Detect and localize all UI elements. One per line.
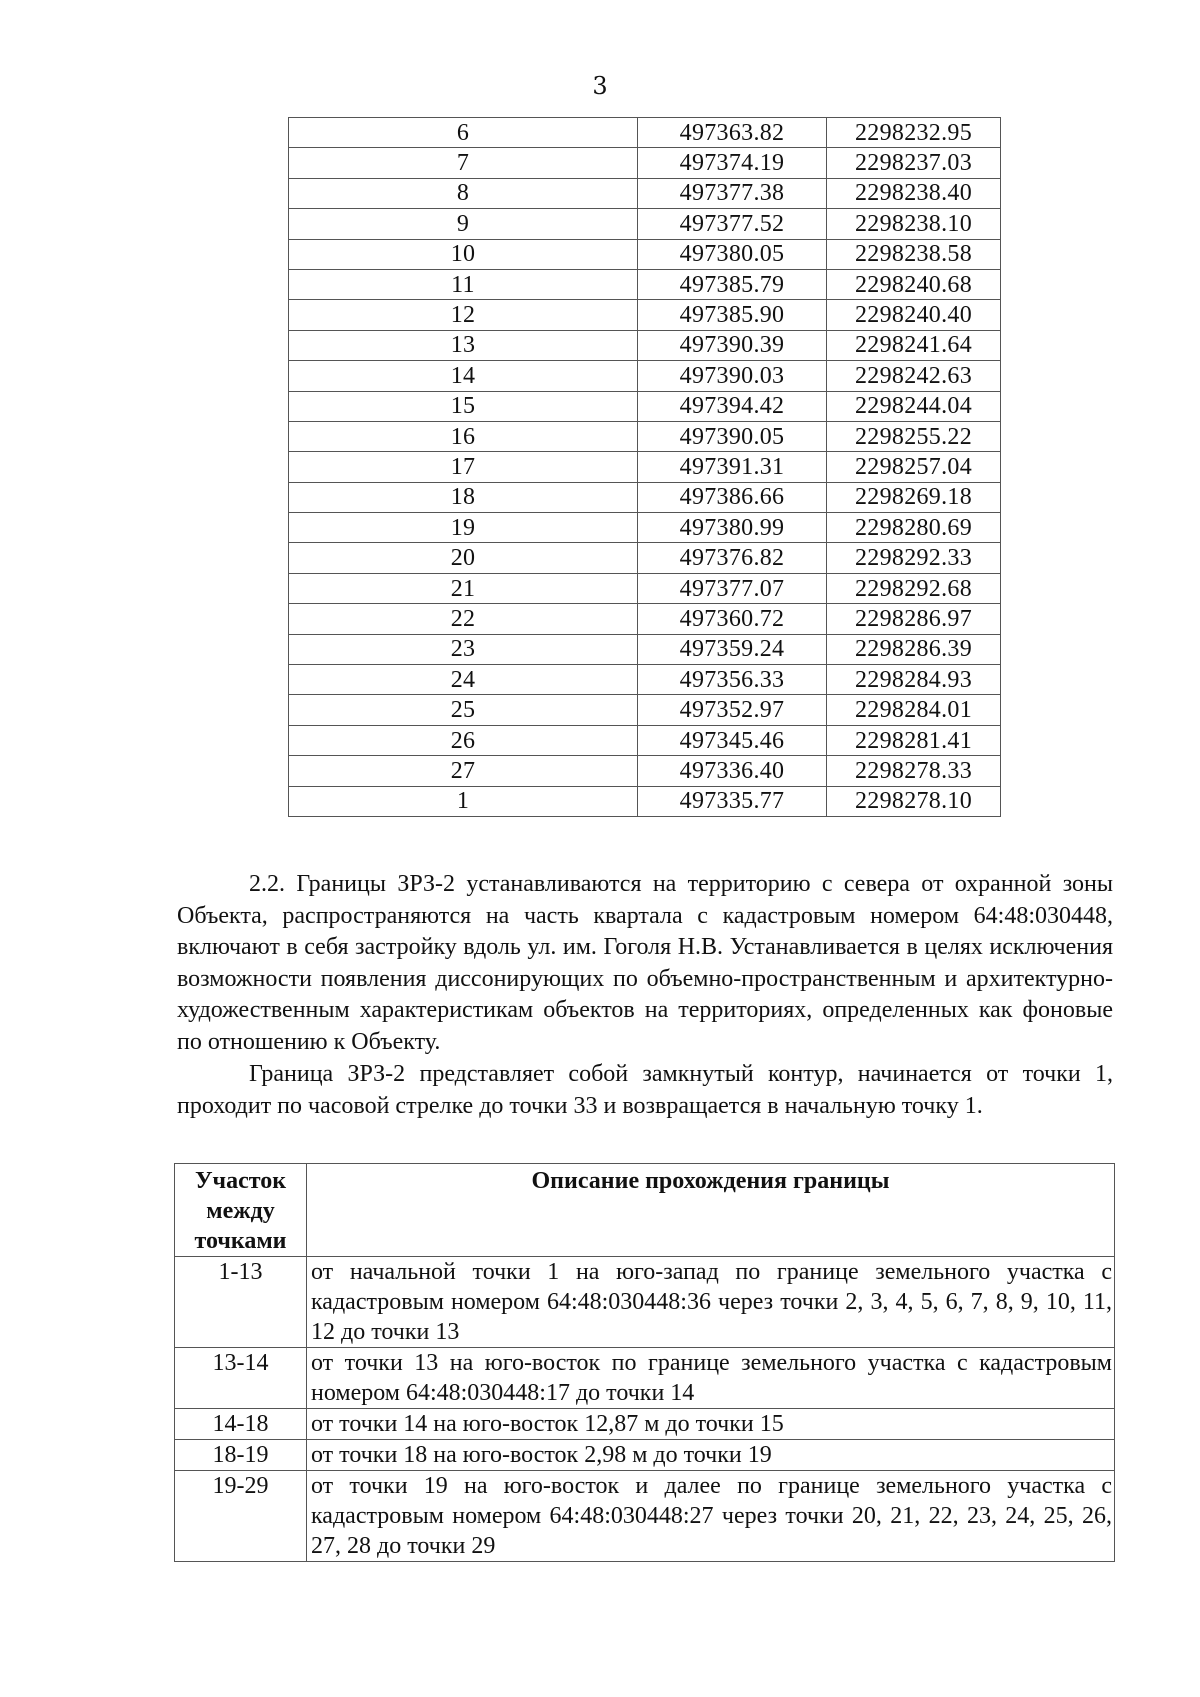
y-coordinate-cell: 2298278.10 bbox=[827, 786, 1001, 816]
y-coordinate-cell: 2298269.18 bbox=[827, 482, 1001, 512]
segment-description-cell: от начальной точки 1 на юго-запад по границе земельного участка с кадастровым номером 64:48:030448:36 через точки 2, 3, 4, 5, 6, 7, 8, 9, 10, 11, 12 до точки 13 bbox=[307, 1257, 1115, 1348]
point-number-cell: 26 bbox=[289, 725, 638, 755]
table-row bbox=[289, 148, 1001, 178]
segments-header-row bbox=[175, 1164, 1115, 1257]
table-row bbox=[289, 756, 1001, 786]
x-coordinate-cell: 497360.72 bbox=[638, 604, 827, 634]
paragraph-zrz2-contour bbox=[177, 1059, 1113, 1122]
x-coordinate-cell: 497385.90 bbox=[638, 300, 827, 330]
y-coordinate-cell: 2298242.63 bbox=[827, 361, 1001, 391]
table-row bbox=[289, 421, 1001, 451]
y-coordinate-cell: 2298238.40 bbox=[827, 178, 1001, 208]
table-row bbox=[289, 118, 1001, 148]
table-row bbox=[289, 269, 1001, 299]
point-number-cell: 15 bbox=[289, 391, 638, 421]
table-row bbox=[175, 1409, 1115, 1440]
y-coordinate-cell: 2298284.01 bbox=[827, 695, 1001, 725]
point-number-cell: 19 bbox=[289, 513, 638, 543]
point-number-cell: 14 bbox=[289, 361, 638, 391]
y-coordinate-cell: 2298280.69 bbox=[827, 513, 1001, 543]
segment-range-cell: 18-19 bbox=[175, 1440, 307, 1471]
point-number-cell: 18 bbox=[289, 482, 638, 512]
x-coordinate-cell: 497391.31 bbox=[638, 452, 827, 482]
point-number-cell: 9 bbox=[289, 209, 638, 239]
table-row bbox=[175, 1257, 1115, 1348]
x-coordinate-cell: 497386.66 bbox=[638, 482, 827, 512]
point-number-cell: 25 bbox=[289, 695, 638, 725]
y-coordinate-cell: 2298278.33 bbox=[827, 756, 1001, 786]
paragraph-zrz2-boundaries bbox=[177, 869, 1113, 1059]
y-coordinate-cell: 2298240.68 bbox=[827, 269, 1001, 299]
x-coordinate-cell: 497363.82 bbox=[638, 118, 827, 148]
header-segment-description: Описание прохождения границы bbox=[307, 1164, 1115, 1257]
point-number-cell: 6 bbox=[289, 118, 638, 148]
y-coordinate-cell: 2298255.22 bbox=[827, 421, 1001, 451]
segment-range-cell: 13-14 bbox=[175, 1348, 307, 1409]
segment-description-cell: от точки 14 на юго-восток 12,87 м до точки 15 bbox=[307, 1409, 1115, 1440]
x-coordinate-cell: 497377.38 bbox=[638, 178, 827, 208]
paragraph-text: 2.2. Границы ЗРЗ-2 устанавливаются на территорию с севера от охранной зоны Объекта, распространяются на часть квартала с кадастровым номером 64:48:030448, включают в себя застройку вдоль ул. им. Гоголя Н.В. Устанавливается в целях исключения возможности появления диссонирующих по объемно-пространственным и архитектурно-художественным характеристикам объектов на территориях, определенных как фоновые по отношению к Объекту. bbox=[177, 871, 1113, 1055]
point-number-cell: 17 bbox=[289, 452, 638, 482]
table-row bbox=[289, 330, 1001, 360]
paragraph-text: Граница ЗРЗ-2 представляет собой замкнутый контур, начинается от точки 1, проходит по часовой стрелке до точки 33 и возвращается в начальную точку 1. bbox=[177, 1061, 1113, 1119]
segment-description-cell: от точки 18 на юго-восток 2,98 м до точки 19 bbox=[307, 1440, 1115, 1471]
table-row bbox=[289, 239, 1001, 269]
x-coordinate-cell: 497374.19 bbox=[638, 148, 827, 178]
y-coordinate-cell: 2298286.39 bbox=[827, 634, 1001, 664]
point-number-cell: 8 bbox=[289, 178, 638, 208]
point-number-cell: 23 bbox=[289, 634, 638, 664]
y-coordinate-cell: 2298257.04 bbox=[827, 452, 1001, 482]
table-row bbox=[289, 634, 1001, 664]
x-coordinate-cell: 497380.05 bbox=[638, 239, 827, 269]
table-row bbox=[289, 178, 1001, 208]
table-row bbox=[289, 786, 1001, 816]
coordinates-table-body bbox=[289, 118, 1001, 817]
table-row bbox=[289, 513, 1001, 543]
y-coordinate-cell: 2298241.64 bbox=[827, 330, 1001, 360]
table-row bbox=[289, 665, 1001, 695]
point-number-cell: 27 bbox=[289, 756, 638, 786]
table-row bbox=[289, 695, 1001, 725]
point-number-cell: 20 bbox=[289, 543, 638, 573]
table-row bbox=[175, 1471, 1115, 1562]
y-coordinate-cell: 2298238.10 bbox=[827, 209, 1001, 239]
x-coordinate-cell: 497380.99 bbox=[638, 513, 827, 543]
x-coordinate-cell: 497345.46 bbox=[638, 725, 827, 755]
y-coordinate-cell: 2298292.33 bbox=[827, 543, 1001, 573]
x-coordinate-cell: 497359.24 bbox=[638, 634, 827, 664]
point-number-cell: 11 bbox=[289, 269, 638, 299]
x-coordinate-cell: 497377.52 bbox=[638, 209, 827, 239]
table-row bbox=[289, 604, 1001, 634]
x-coordinate-cell: 497390.03 bbox=[638, 361, 827, 391]
coordinates-table bbox=[288, 117, 1001, 817]
point-number-cell: 7 bbox=[289, 148, 638, 178]
y-coordinate-cell: 2298292.68 bbox=[827, 573, 1001, 603]
segment-range-cell: 14-18 bbox=[175, 1409, 307, 1440]
table-row bbox=[289, 391, 1001, 421]
y-coordinate-cell: 2298232.95 bbox=[827, 118, 1001, 148]
table-row bbox=[289, 209, 1001, 239]
x-coordinate-cell: 497394.42 bbox=[638, 391, 827, 421]
point-number-cell: 13 bbox=[289, 330, 638, 360]
x-coordinate-cell: 497336.40 bbox=[638, 756, 827, 786]
x-coordinate-cell: 497390.39 bbox=[638, 330, 827, 360]
y-coordinate-cell: 2298244.04 bbox=[827, 391, 1001, 421]
table-row bbox=[289, 300, 1001, 330]
point-number-cell: 21 bbox=[289, 573, 638, 603]
segment-description-cell: от точки 19 на юго-восток и далее по границе земельного участка с кадастровым номером 64:48:030448:27 через точки 20, 21, 22, 23, 24, 25, 26, 27, 28 до точки 29 bbox=[307, 1471, 1115, 1562]
segments-table-body bbox=[175, 1257, 1115, 1562]
page-number: 3 bbox=[592, 72, 608, 100]
x-coordinate-cell: 497356.33 bbox=[638, 665, 827, 695]
y-coordinate-cell: 2298237.03 bbox=[827, 148, 1001, 178]
segment-range-cell: 1-13 bbox=[175, 1257, 307, 1348]
table-row bbox=[289, 573, 1001, 603]
table-row bbox=[175, 1348, 1115, 1409]
boundary-segments-table bbox=[174, 1163, 1115, 1562]
table-row bbox=[289, 725, 1001, 755]
table-row bbox=[289, 482, 1001, 512]
y-coordinate-cell: 2298284.93 bbox=[827, 665, 1001, 695]
table-row bbox=[289, 361, 1001, 391]
segment-range-cell: 19-29 bbox=[175, 1471, 307, 1562]
point-number-cell: 10 bbox=[289, 239, 638, 269]
table-row bbox=[289, 543, 1001, 573]
x-coordinate-cell: 497390.05 bbox=[638, 421, 827, 451]
point-number-cell: 1 bbox=[289, 786, 638, 816]
y-coordinate-cell: 2298281.41 bbox=[827, 725, 1001, 755]
x-coordinate-cell: 497376.82 bbox=[638, 543, 827, 573]
y-coordinate-cell: 2298238.58 bbox=[827, 239, 1001, 269]
table-row bbox=[289, 452, 1001, 482]
point-number-cell: 24 bbox=[289, 665, 638, 695]
y-coordinate-cell: 2298240.40 bbox=[827, 300, 1001, 330]
point-number-cell: 12 bbox=[289, 300, 638, 330]
point-number-cell: 22 bbox=[289, 604, 638, 634]
y-coordinate-cell: 2298286.97 bbox=[827, 604, 1001, 634]
header-segment-range: Участок между точками bbox=[175, 1164, 307, 1257]
segment-description-cell: от точки 13 на юго-восток по границе земельного участка с кадастровым номером 64:48:030448:17 до точки 14 bbox=[307, 1348, 1115, 1409]
x-coordinate-cell: 497385.79 bbox=[638, 269, 827, 299]
x-coordinate-cell: 497352.97 bbox=[638, 695, 827, 725]
x-coordinate-cell: 497335.77 bbox=[638, 786, 827, 816]
point-number-cell: 16 bbox=[289, 421, 638, 451]
x-coordinate-cell: 497377.07 bbox=[638, 573, 827, 603]
table-row bbox=[175, 1440, 1115, 1471]
